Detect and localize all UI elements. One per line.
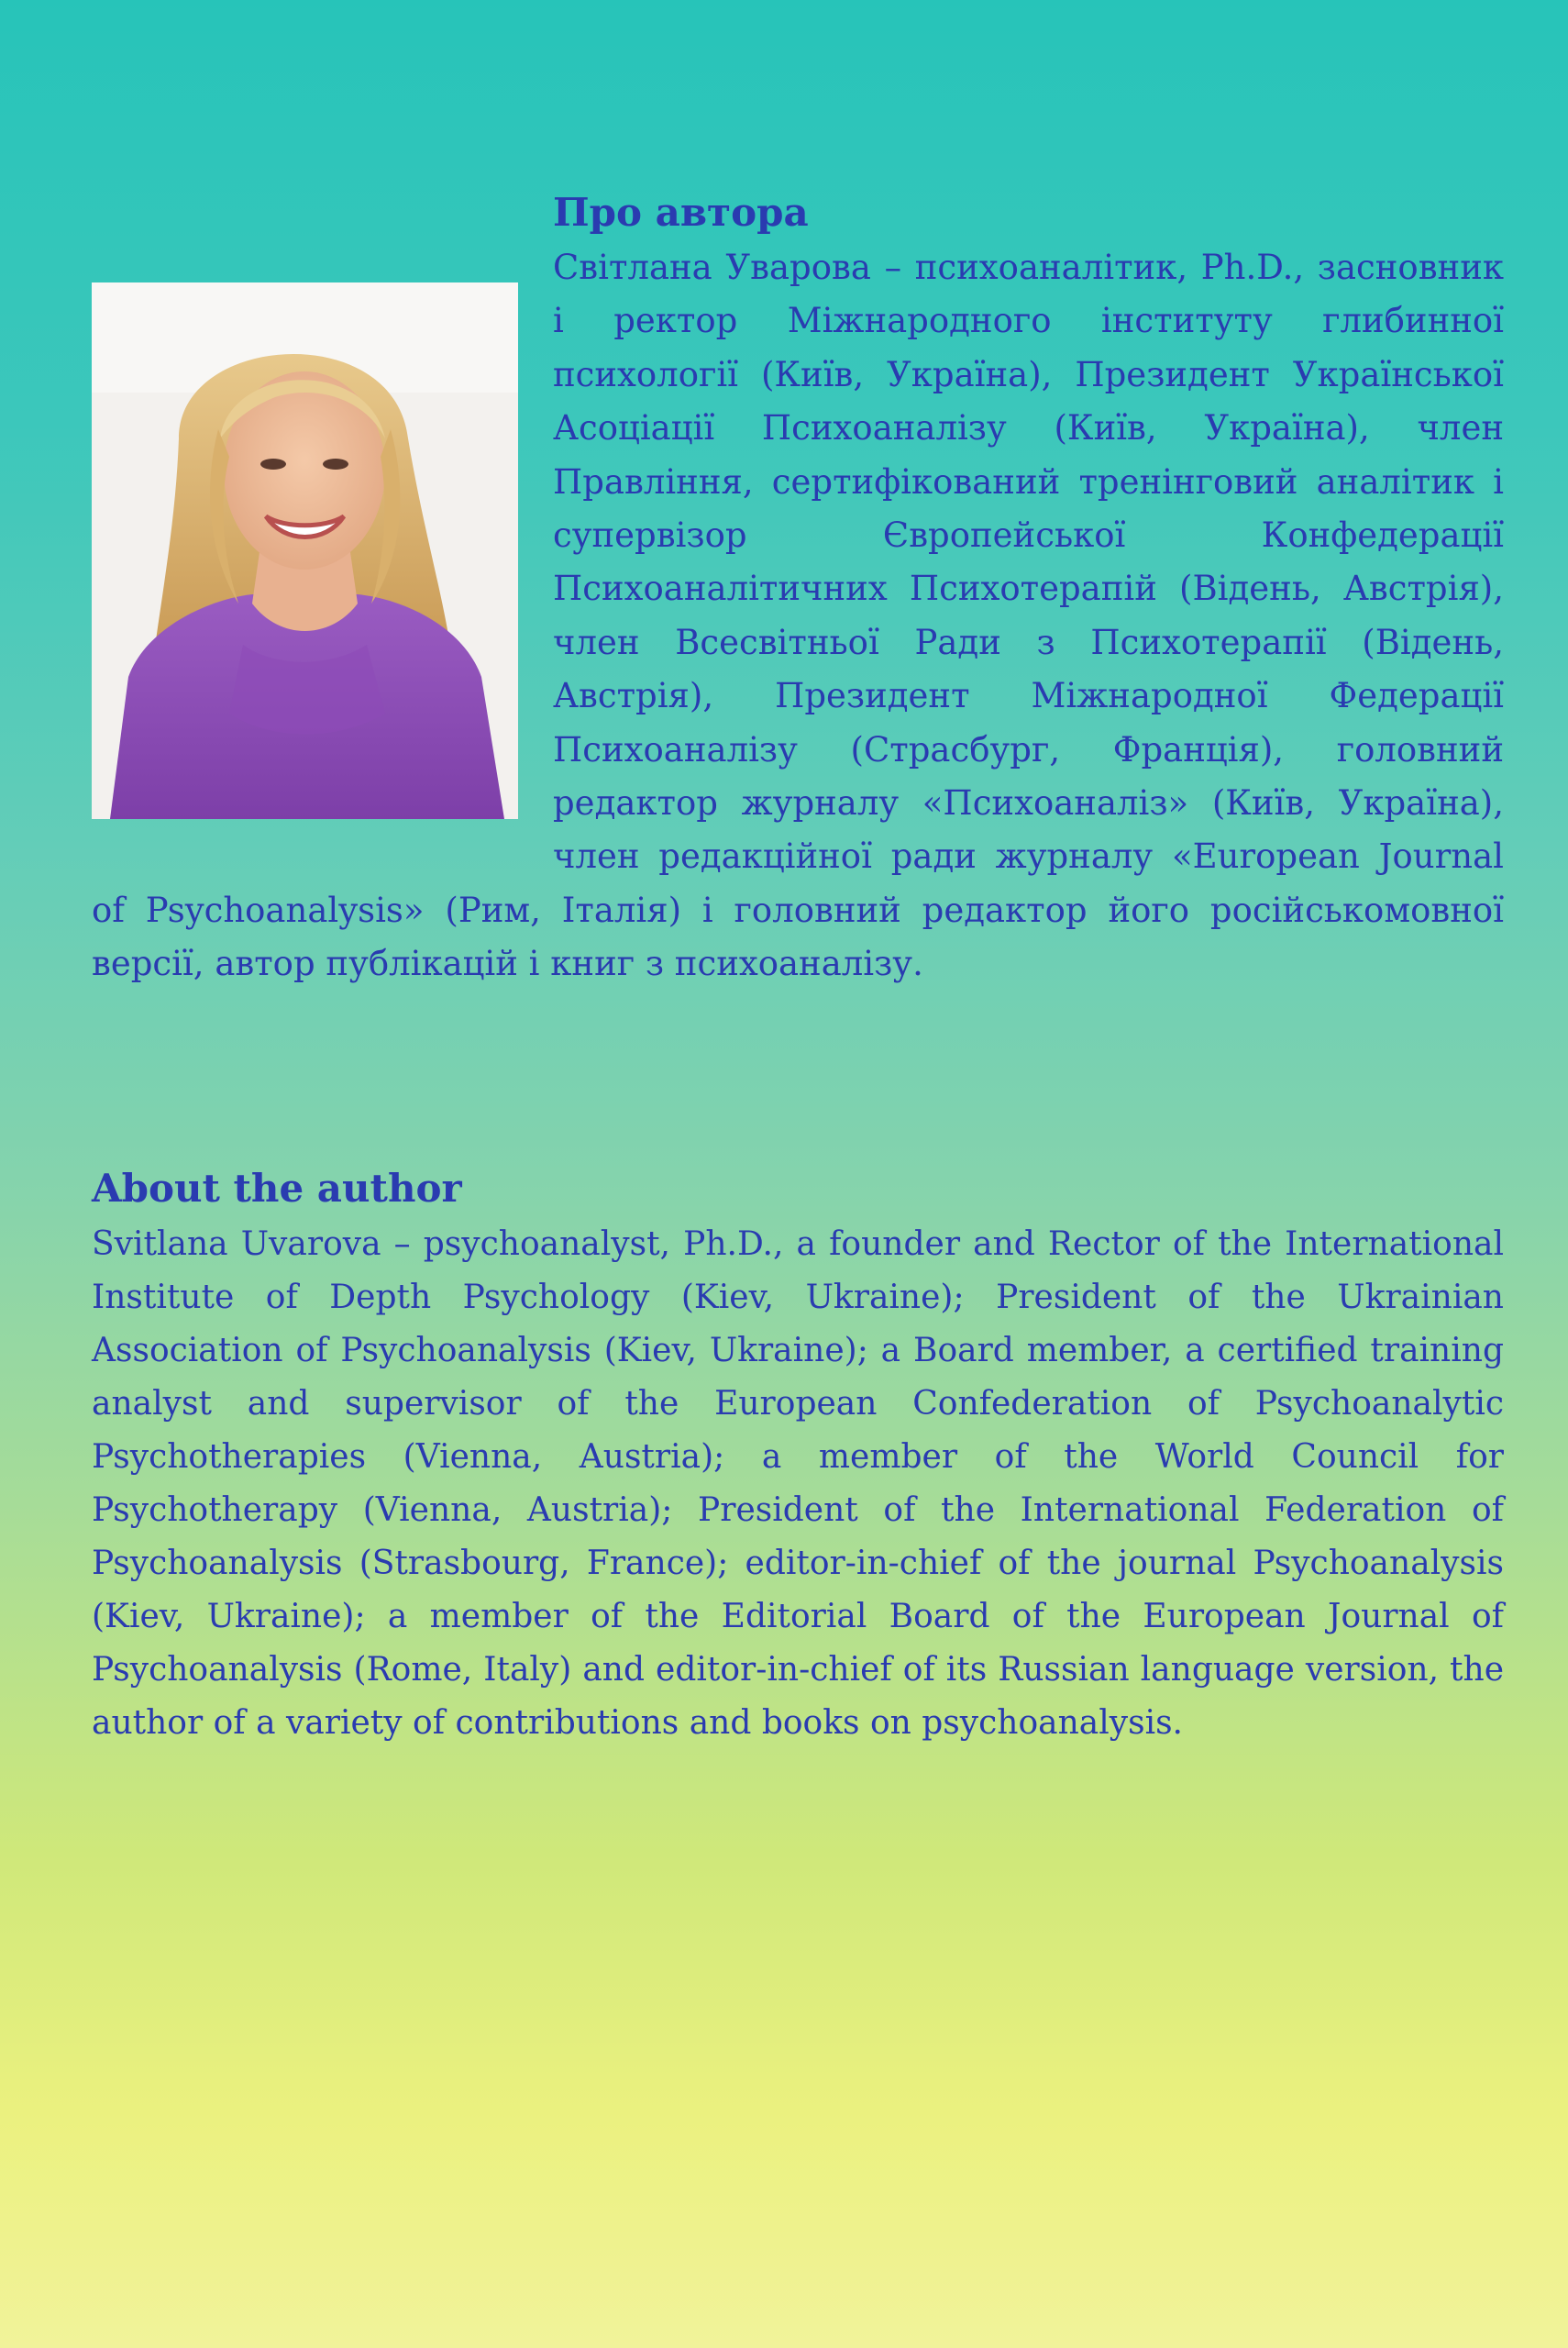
heading-about-author-uk: Про автора xyxy=(553,190,809,235)
author-bio-uk xyxy=(92,241,1504,991)
author-bio-uk-text: Світлана Уварова – психоаналітик, Ph.D., засновник і ректор Міжнародного інституту глибинної психології (Київ, Україна), Президент Української Асоціації Психоаналізу (Київ, Україна), член Правління, сертифікований тренінговий аналітик і супервізор Європейської Конфедерації Психоаналітичних Психотерапій (Відень, Австрія), член Всесвітньої Ради з Психотерапії (Відень, Австрія), Президент Міжнародної Федерації Психоаналізу (Страсбург, Франція), головний редактор журналу «Психоаналіз» (Київ, Україна), член редакційної ради журналу «European Journal of Psychoanalysis» (Рим, Італія) і головний редактор його російськомовної версії, автор публікацій і книг з психоаналізу. xyxy=(92,248,1504,984)
heading-about-author-en: About the author xyxy=(92,1166,462,1211)
author-bio-en: Svitlana Uvarova – psychoanalyst, Ph.D., a founder and Rector of the International Institute of Depth Psychology (Kiev, Ukraine); President of the Ukrainian Association of Psychoanalysis (Kiev, Ukraine); a Board member, a certified training analyst and supervisor of the European Confederation of Psychoanalytic Psychotherapies (Vienna, Austria); a member of the World Council for Psychotherapy (Vienna, Austria); President of the International Federation of Psychoanalysis (Strasbourg, France); editor-in-chief of the journal Psychoanalysis (Kiev, Ukraine); a member of the Editorial Board of the European Journal of Psychoanalysis (Rome, Italy) and editor-in-chief of its Russian language version, the author of a variety of contributions and books on psychoanalysis. xyxy=(92,1225,1504,1742)
